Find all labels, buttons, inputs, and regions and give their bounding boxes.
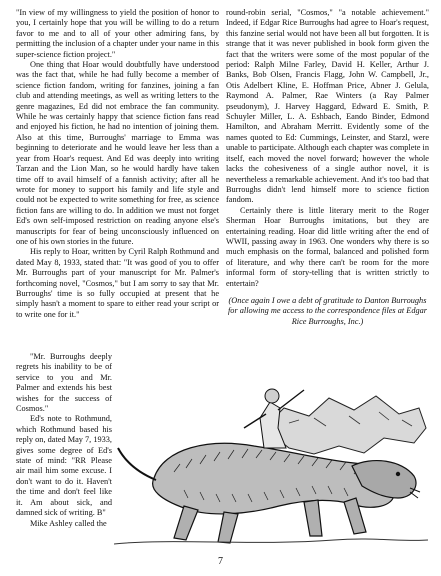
left-paragraph-1: "In view of my willingness to yield the position of honor to you, I certainly hope that you will be willing to do a return favor to me and to all of your other admiring fans, by permitting the inclusion of a chapter under your name in this super-science fiction project." — [16, 8, 219, 59]
left-paragraph-5: Ed's note to Rothmund, which Rothmund based his reply on, dated May 7, 1933, gives some degree of Ed's state of mind: "RR Please air mail him some excuse. I don't want to do it. Haven't the time and don't feel like it. Am about sick, and damned sick of writing. B" — [16, 414, 112, 518]
left-paragraph-6: Mike Ashley called the — [30, 518, 107, 528]
left-paragraph-2: One thing that Hoar would doubtfully have understood was the fact that, while he had fully become a member of science fiction fandom, writing for fanzines, joining a fan club and attending meetings, as well as writing letters to the genre magazines, Ed did not embrace the fan community. While he was certainly happy that science fiction fans read and enjoyed his fiction, he had no intention of joining them. Also at this time, Burroughs' marriage to Emma was beginning to deteriorate and he would leave her less than a year from Hoar's request. And Ed was deeply into writing Tarzan and the Lion Man, so he would hardly have taken time off to avail himself of a fannish activity; after all he wrote for money to support his family and life style and could not be expected to write something for free, as science fiction fans are willing to do. In addition we must not forget Ed's own self-imposed restriction on reading anyone else's manuscripts for fear of being unconsciously influenced on one of his own stories in the future. — [16, 60, 219, 246]
left-narrow-column — [16, 352, 112, 529]
right-column — [226, 8, 429, 327]
beast-rider-illustration — [114, 368, 428, 548]
left-paragraph-4: "Mr. Burroughs deeply regrets his inability to be of service to you and Mr. Palmer and extends his best wishes for the success of Cosmos." — [16, 352, 112, 414]
right-paragraph-1: round-robin serial, "Cosmos," "a notable achievement." Indeed, if Edgar Rice Burroughs had agree to Hoar's request, this fanzine serial would not have been all but forgotten. It is strange that it was never published in book form given the fact that the writers were some of the most popular of the period: Ralph Milne Farley, David H. Keller, Arthur J. Banks, Bob Olsen, Francis Flagg, John W. Campbell, Jr., Otis Adelbert Kline, E. Hoffman Price, Abner J. Gelula, Raymond A. Palmer, Rae Winters (a Ray Palmer pseudonym), J. Harvey Haggard, Edward E. Smith, P. Schuyler Miller, L. A. Eshbach, Eando Binder, Edmond Hamilton, and Abraham Merritt. Evidently some of the names quoted to Ed: Cummings, Leinster, and Starzl, were unable to participate. Although each chapter was complete in itself, each moved the novel forward; however the whole lacks the cohesiveness of a single author novel, it is nevertheless a remarkable achievement. And it's too bad that Burroughs didn't lend himself more to science fiction fandom. — [226, 8, 429, 205]
left-paragraph-3: His reply to Hoar, written by Cyril Ralph Rothmund and dated May 8, 1933, stated that: "It was good of you to offer Mr. Burroughs part of your manuscript for Mr. Palmer's forthcoming novel, "Cosmos," but I am sorry to say that Mr. Burroughs' time is so fully occupied at present that he simply hasn't a moment to spare to either read your script or to write one for it." — [16, 247, 219, 319]
right-paragraph-2: Certainly there is little literary merit to the Roger Sherman Hoar Burroughs imitations, but they are entertaining reading. Hoar did little writing after the end of WWII, passing away in 1963. One wonders why there is so much emphasis on the formal, balanced and polished form of literature, and why there can't be room for the more informal form of story-telling that is written strictly to entertain? — [226, 205, 429, 288]
left-column — [16, 8, 219, 320]
acknowledgement-note: (Once again I owe a debt of gratitude to Danton Burroughs for allowing me access to the correspondence files at Edgar Rice Burroughs, Inc.) — [227, 295, 428, 326]
page-number: 7 — [218, 556, 223, 567]
